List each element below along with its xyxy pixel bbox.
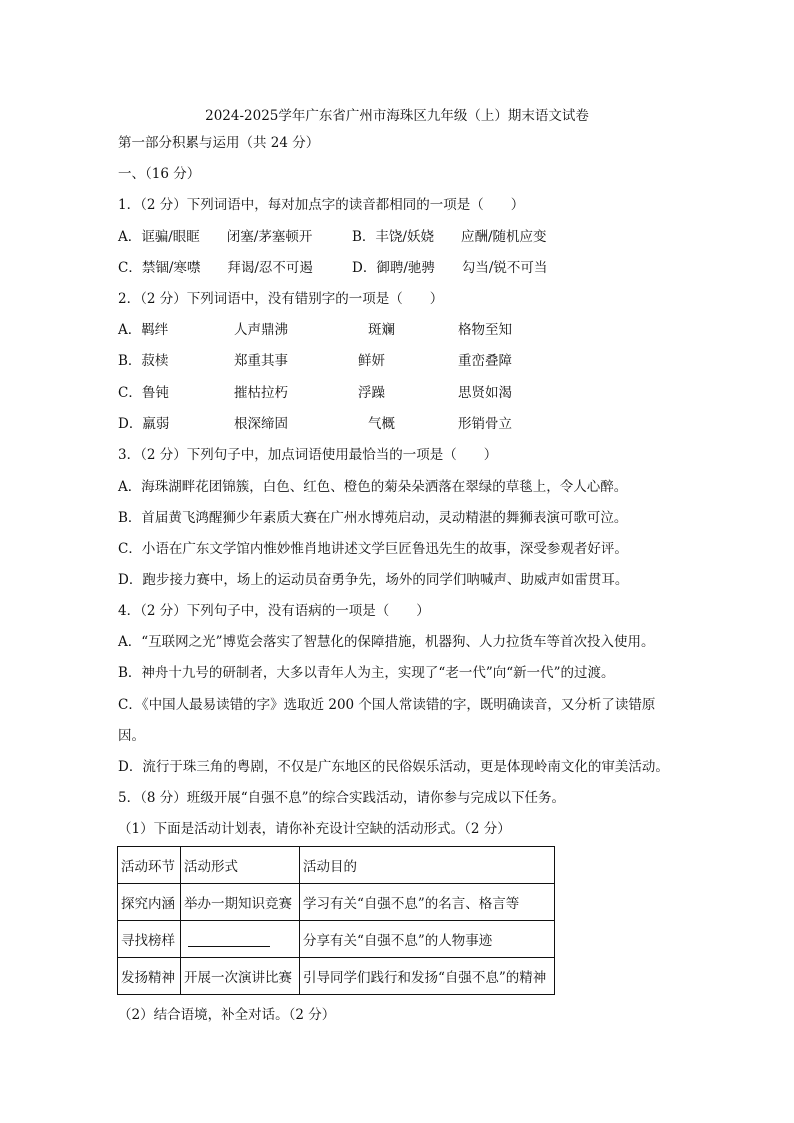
question-2-option-d-word-2: 根深缔固 [234,416,288,432]
table-cell: 发扬精神 [118,958,181,995]
question-1-option-a: A．诓骗/眼眶 闭塞/茅塞顿开 [118,229,313,245]
question-2-option-d-word-3: 气概 [368,416,395,432]
section-heading: 一、（16 分） [118,166,201,182]
activity-plan-table [117,846,555,995]
table-cell: 学习有关“自强不息”的名言、格言等 [300,884,555,921]
table-header-cell: 活动环节 [118,847,181,884]
question-5-sub-1: （1）下面是活动计划表，请你补充设计空缺的活动形式。（2 分） [118,821,511,837]
question-2-option-a-word-1: A．羁绊 [118,322,169,338]
question-2-stem: 2．（2 分）下列词语中，没有错别字的一项是（ ） [118,291,444,307]
question-4-stem: 4．（2 分）下列句子中，没有语病的一项是（ ） [118,603,430,619]
question-4-option-b: B．神舟十九号的研制者，大多以青年人为主，实现了“老一代”向“新一代”的过渡。 [118,665,615,681]
table-header-row [118,847,555,884]
question-4-option-a: A．“互联网之光”博览会落实了智慧化的保障措施，机器狗、人力拉货车等首次投入使用。 [118,634,655,650]
question-2-option-b-word-1: B．菽椟 [118,353,169,369]
question-2-option-d-word-4: 形销骨立 [458,416,512,432]
question-3-option-d: D．跑步接力赛中，场上的运动员奋勇争先，场外的同学们呐喊声、助威声如雷贯耳。 [118,572,629,588]
question-2-option-b-word-3: 鲜妍 [358,353,385,369]
question-2-option-c-word-3: 浮躁 [358,385,385,401]
exam-title: 2024-2025学年广东省广州市海珠区九年级（上）期末语文试卷 [205,108,589,124]
question-3-option-c: C．小语在广东文学馆内惟妙惟肖地讲述文学巨匠鲁迅先生的故事，深受参观者好评。 [118,541,628,557]
answer-blank[interactable] [188,932,270,947]
table-row [118,921,555,958]
question-2-option-a-word-4: 格物至知 [458,322,512,338]
table-cell: 举办一期知识竞赛 [181,884,300,921]
question-1-option-d: D．御聘/驰骋 勾当/锐不可当 [352,260,548,276]
question-1-stem: 1．（2 分）下列词语中，每对加点字的读音都相同的一项是（ ） [118,197,525,213]
question-4-option-c-continued: 因。 [118,728,145,744]
question-2-option-a-word-3: 斑斓 [368,322,395,338]
question-2-option-d-word-1: D．羸弱 [118,416,170,432]
part-heading: 第一部分积累与运用（共 24 分） [118,135,320,151]
table-cell: 引导同学们践行和发扬“自强不息”的精神 [300,958,555,995]
question-2-option-a-word-2: 人声鼎沸 [234,322,288,338]
table-cell-blank [181,921,300,958]
question-2-option-c-word-4: 思贤如渴 [458,385,512,401]
question-5-stem: 5．（8 分）班级开展“自强不息”的综合实践活动，请你参与完成以下任务。 [118,790,566,806]
question-4-option-c: C．《中国人最易读错的字》选取近 200 个国人常读错的字，既明确读音，又分析了读错原 [118,697,656,713]
question-1-option-b: B．丰饶/妖娆 应酬/随机应变 [352,229,547,245]
table-cell: 分享有关“自强不息”的人物事迹 [300,921,555,958]
question-3-option-b: B．首届黄飞鸿醒狮少年素质大赛在广州水博苑启动，灵动精湛的舞狮表演可歌可泣。 [118,510,628,526]
table-cell: 探究内涵 [118,884,181,921]
question-5-sub-2: （2）结合语境，补全对话。（2 分） [118,1007,336,1023]
question-3-option-a: A．海珠湖畔花团锦簇，白色、红色、橙色的菊朵朵洒落在翠绿的草毯上，令人心醉。 [118,479,628,495]
question-2-option-c-word-1: C．鲁钝 [118,385,169,401]
table-cell: 开展一次演讲比赛 [181,958,300,995]
question-2-option-b-word-4: 重峦叠障 [458,353,512,369]
question-1-option-c: C．禁锢/寒噤 拜谒/忍不可遏 [118,260,313,276]
question-4-option-d: D．流行于珠三角的粤剧，不仅是广东地区的民俗娱乐活动，更是体现岭南文化的审美活动。 [118,759,669,775]
table-row [118,958,555,995]
table-header-cell: 活动目的 [300,847,555,884]
table-cell: 寻找榜样 [118,921,181,958]
table-header-cell: 活动形式 [181,847,300,884]
table-row [118,884,555,921]
question-2-option-b-word-2: 郑重其事 [234,353,288,369]
question-3-stem: 3．（2 分）下列句子中，加点词语使用最恰当的一项是（ ） [118,447,498,463]
question-2-option-c-word-2: 摧枯拉朽 [234,385,288,401]
